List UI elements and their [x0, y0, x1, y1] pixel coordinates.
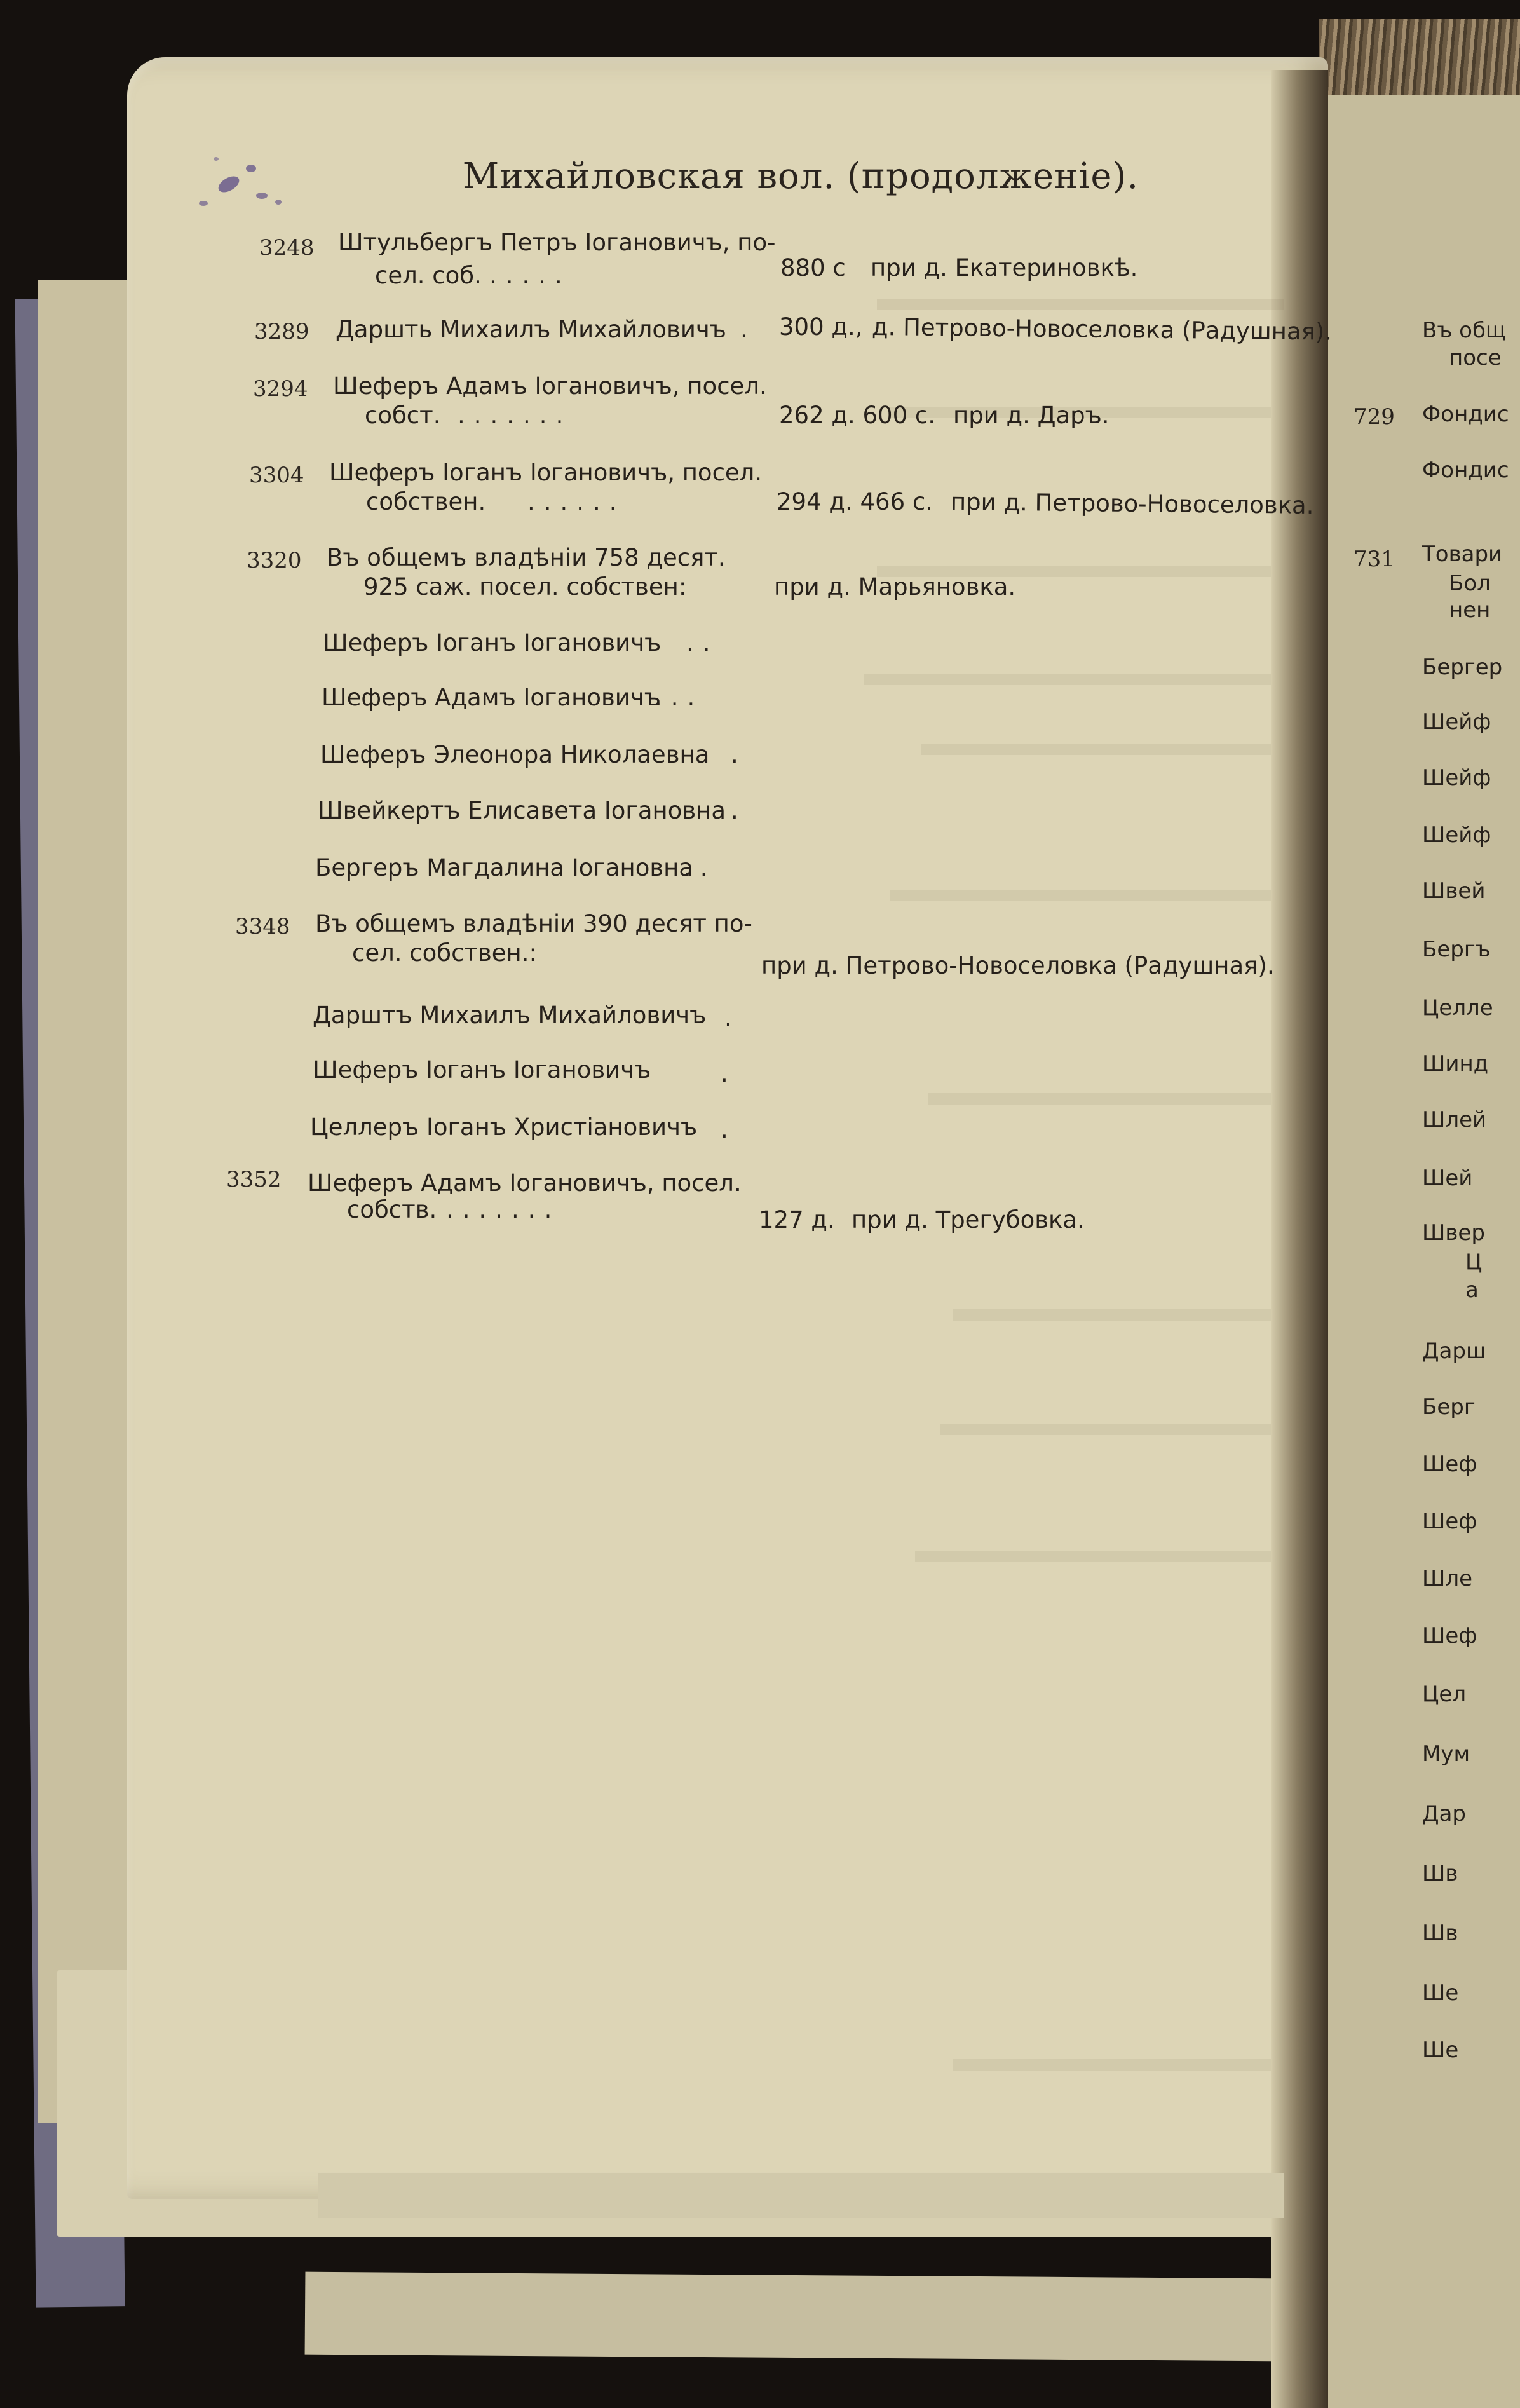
facing-page-text — [1411, 0, 1520, 2408]
leader-dots: ....... — [458, 402, 573, 429]
facing-line: Шлей — [1422, 1107, 1487, 1133]
facing-line: Бол — [1449, 571, 1491, 596]
leader-dots: .. — [684, 854, 717, 881]
entry-owner-line2: собст. — [365, 402, 441, 429]
facing-line: Ше — [1422, 1980, 1459, 2006]
facing-line: Шеф — [1422, 1452, 1477, 1477]
entry-owner-line2: 925 саж. посел. собствен: — [363, 573, 687, 601]
facing-line: нен — [1449, 597, 1491, 623]
facing-line: Шеф — [1422, 1623, 1477, 1649]
facing-line: Швер — [1422, 1220, 1485, 1246]
bottom-paper-edge — [305, 2272, 1284, 2362]
entry-area: 294 д. 466 с. — [777, 488, 933, 515]
entry-area: 262 д. 600 с. — [779, 402, 935, 429]
facing-line: Ц — [1465, 1249, 1483, 1275]
entry-owner-line1: Въ общемъ владѣніи 758 десят. — [327, 544, 726, 571]
facing-line: Мум — [1422, 1741, 1470, 1767]
facing-line: Цел — [1422, 1682, 1467, 1707]
leader-dots: . — [721, 1060, 737, 1087]
entry-place: при д. Петрово-Новоселовка (Радушная). — [761, 952, 1275, 979]
underlying-sheet — [38, 280, 133, 2123]
facing-line: Дар — [1422, 1801, 1466, 1826]
facing-line: Шинд — [1422, 1051, 1489, 1077]
facing-line: Шейф — [1422, 822, 1491, 848]
leader-dots: .. — [686, 629, 719, 656]
entry-number: 3248 — [259, 235, 315, 261]
member-name: Шеферъ Адамъ Іогановичъ — [322, 684, 661, 711]
entry-place: при д. Даръ. — [953, 402, 1109, 429]
page-title: Михайловская вол. (продолженіе). — [462, 156, 1139, 197]
entry-number: 3289 — [254, 319, 309, 344]
facing-entry-number: 729 — [1354, 404, 1395, 430]
facing-line: Фондис — [1422, 402, 1509, 427]
entry-area: 880 с — [780, 254, 846, 282]
facing-line: Ше — [1422, 2037, 1459, 2063]
facing-line: Товари — [1422, 541, 1503, 567]
leader-dots: . — [731, 741, 747, 768]
leader-dots: . — [731, 797, 747, 824]
entry-owner-line1: Штульбергъ Петръ Іогановичъ, по- — [338, 229, 776, 256]
facing-line: а — [1465, 1277, 1479, 1303]
member-name: Шеферъ Элеонора Николаевна — [320, 741, 710, 768]
facing-line: Шле — [1422, 1566, 1473, 1591]
entry-owner-line1: Шеферъ Іоганъ Іогановичъ, посел. — [329, 459, 763, 486]
leader-dots: ....... — [446, 1196, 561, 1223]
entry-place: при д. Екатериновкѣ. — [871, 254, 1138, 282]
facing-line: Шей — [1422, 1166, 1473, 1191]
entry-number: 3304 — [249, 463, 304, 488]
book-spine — [1271, 70, 1328, 2408]
entry-number: 3352 — [226, 1167, 282, 1192]
facing-line: Шв — [1422, 1921, 1458, 1946]
entry-place: при д. Петрово-Новоселовка. — [950, 488, 1314, 519]
facing-line: Шв — [1422, 1861, 1458, 1886]
facing-line: Целле — [1422, 995, 1493, 1021]
entry-number: 3348 — [235, 914, 290, 939]
facing-line: Фондис — [1422, 458, 1509, 483]
facing-line: Шейф — [1422, 709, 1491, 735]
facing-line: Въ общ — [1422, 318, 1506, 343]
facing-line: Шейф — [1422, 765, 1491, 791]
leader-dots: . — [721, 1116, 737, 1143]
member-name: Швейкертъ Елисавета Іогановна — [318, 797, 726, 824]
entry-owner-line2: сел. соб. — [375, 262, 482, 289]
entry-place: при д. Трегубовка. — [852, 1206, 1085, 1234]
entry-owner-line1: Даршть Михаилъ Михайловичъ — [336, 316, 726, 343]
facing-line: Швей — [1422, 878, 1486, 904]
entry-owner-line1: Шеферъ Адамъ Іогановичъ, посел. — [308, 1169, 742, 1197]
entry-owner-line2: сел. собствен.: — [352, 939, 537, 967]
entry-number: 3320 — [247, 548, 302, 573]
leader-dots: ...... — [527, 488, 626, 515]
entry-owner-line2: собствен. — [366, 488, 486, 515]
bottom-paper-strip — [318, 2173, 1284, 2218]
facing-entry-number: 731 — [1354, 547, 1395, 572]
entry-owner-line1: Въ общемъ владѣніи 390 десят по- — [315, 910, 752, 937]
entry-number: 3294 — [253, 376, 308, 402]
facing-line: Берг — [1422, 1394, 1476, 1420]
facing-line: Бергъ — [1422, 937, 1491, 962]
leader-dots: ... — [655, 684, 704, 711]
leader-dots: . — [724, 1004, 741, 1031]
member-name: Бергеръ Магдалина Іогановна — [315, 854, 693, 881]
member-name: Шеферъ Іоганъ Іогановичъ — [313, 1056, 651, 1084]
member-name: Шеферъ Іоганъ Іогановичъ — [323, 629, 662, 656]
facing-line: посе — [1449, 345, 1502, 371]
facing-line: Дарш — [1422, 1338, 1486, 1364]
facing-line: Шеф — [1422, 1509, 1477, 1534]
member-name: Целлеръ Іоганъ Христіановичъ — [310, 1113, 698, 1141]
member-name: Дарштъ Михаилъ Михайловичъ — [313, 1002, 707, 1029]
entry-area: 127 д. — [759, 1206, 835, 1234]
entry-area: 300 д., — [779, 313, 863, 341]
entry-owner-line1: Шеферъ Адамъ Іогановичъ, посел. — [333, 372, 767, 400]
leader-dots: . — [740, 316, 748, 343]
facing-line: Бергер — [1422, 655, 1503, 680]
leader-dots: ..... — [489, 262, 571, 289]
entry-owner-line2: собств. — [347, 1196, 437, 1223]
entry-place: д. Петрово-Новоселовка (Радушная). — [871, 313, 1333, 346]
entry-place: при д. Марьяновка. — [774, 573, 1016, 601]
